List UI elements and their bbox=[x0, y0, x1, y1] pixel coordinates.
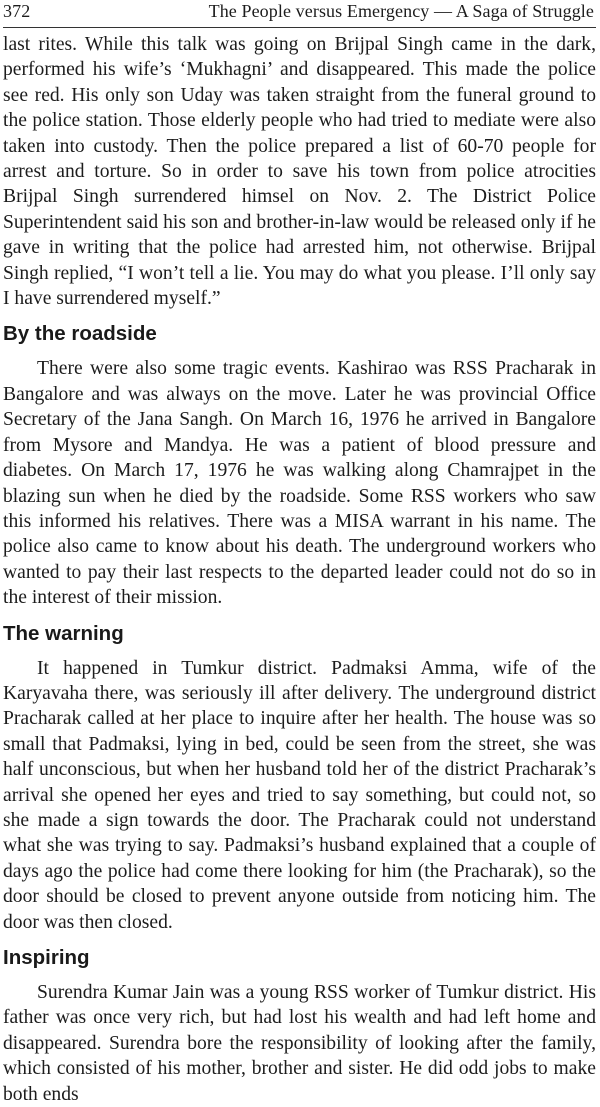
page-number: 372 bbox=[3, 1, 31, 21]
section-heading: The warning bbox=[3, 621, 124, 645]
section-paragraph: It happened in Tumkur district. Padmaksi Amma, wife of the Karyavaha there, was seriously ill after delivery. The underground district Pracharak called at her place to inquire after her health. The house was so small that Padmaksi, lying in bed, could be seen from the street, she was half unconscious, but when her husband told her of the district Pracharak’s arrival she opened her eyes and tried to say something, but could not, so she made a sign towards the door. The Pracharak could not understand what she was trying to say. Padmaksi’s husband explained that a couple of days ago the police had come there looking for him (the Pracharak), so the door should be closed to prevent anyone outside from noticing him. The door was then closed. bbox=[3, 657, 596, 933]
section-inspiring bbox=[3, 945, 596, 1107]
section-by-the-roadside bbox=[3, 321, 596, 610]
section-paragraph: Surendra Kumar Jain was a young RSS worker of Tumkur district. His father was once very rich, but had lost his wealth and had left home and disappeared. Surendra bore the responsibility of looking after the family, which consisted of his mother, brother and sister. He did odd jobs to make both ends bbox=[3, 982, 596, 1105]
section-paragraph: There were also some tragic events. Kashirao was RSS Pracharak in Bangalore and was always on the move. Later he was provincial Office Secretary of the Jana Sangh. On March 16, 1976 he arrived in Bangalore from Mysore and Mandya. He was a patient of blood pressure and diabetes. On March 17, 1976 he was walking along Chamrajpet in the blazing sun when he died by the roadside. Some RSS workers who saw this informed his relatives. There was a MISA warrant in his name. The police also came to know about his death. The underground workers who wanted to pay their last respects to the departed leader could not do so in the interest of their mission. bbox=[3, 358, 596, 609]
running-title: The People versus Emergency — A Saga of Struggle bbox=[208, 1, 594, 21]
section-the-warning bbox=[3, 621, 596, 935]
running-header bbox=[3, 0, 596, 27]
opening-paragraph: last rites. While this talk was going on Brijpal Singh came in the dark, performed his wife’s ‘Mukhagni’ and disappeared. This made the police see red. His only son Uday was taken straight from the funeral ground to the police station. Those elderly people who had tried to mediate were also taken into custody. Then the police prepared a list of 60-70 people for arrest and torture. So in order to save his town from police atrocities Brijpal Singh surrendered himsel on Nov. 2. The District Police Superintendent said his son and brother-in-law would be released only if he gave in writing that the police had arrested him, not otherwise. Brijpal Singh replied, “I won’t tell a lie. You may do what you please. I’ll only say I have surrendered myself.” bbox=[3, 34, 596, 310]
section-heading: By the roadside bbox=[3, 322, 157, 346]
section-heading: Inspiring bbox=[3, 946, 90, 969]
header-rule bbox=[3, 27, 596, 28]
